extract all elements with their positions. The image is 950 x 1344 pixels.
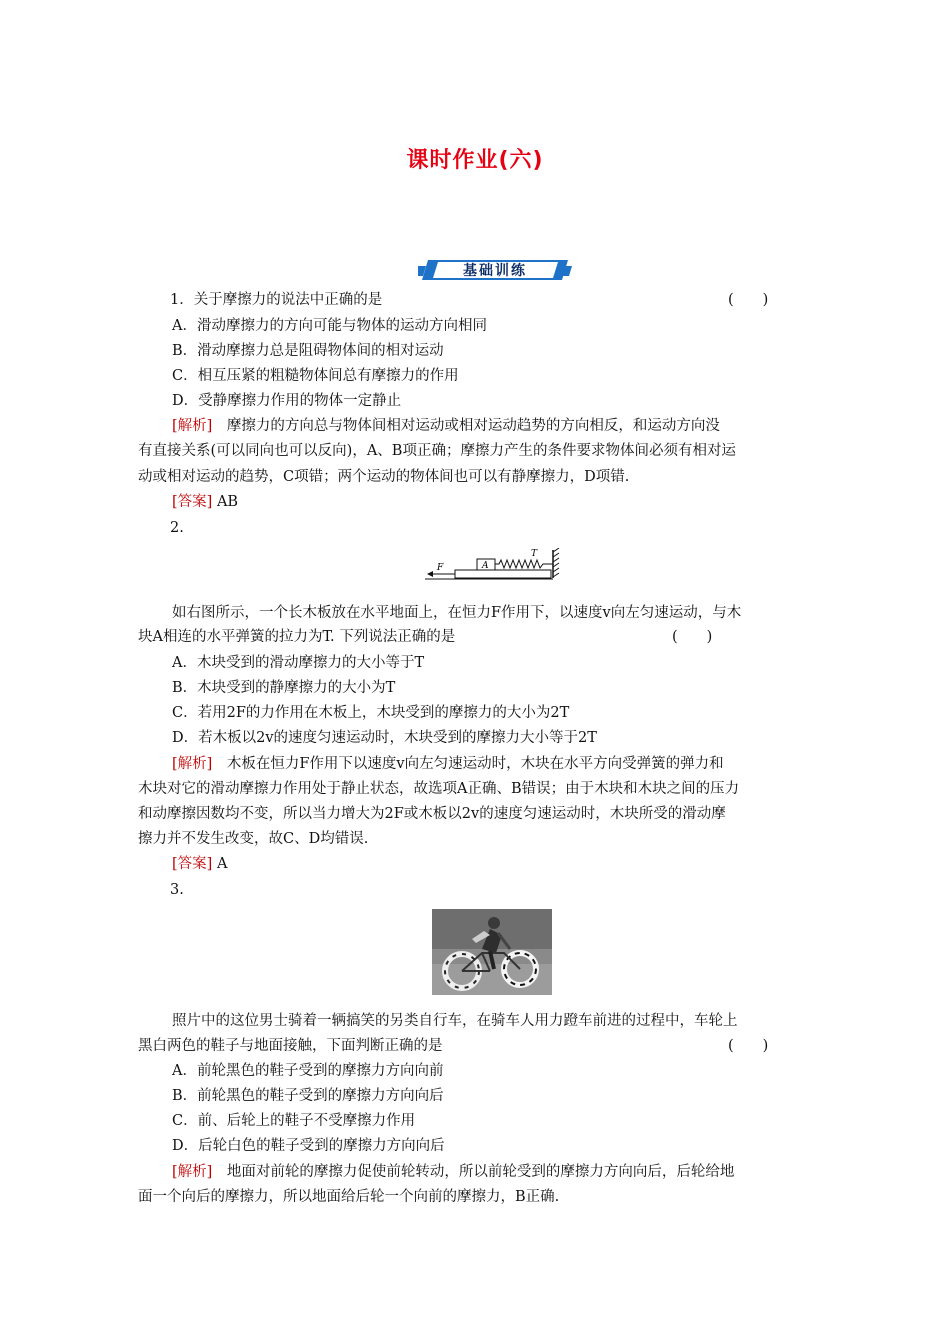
q1-analysis-line-2: 有直接关系(可以同向也可以反向)，A、B项正确；摩擦力产生的条件要求物体间必须有相对运 bbox=[138, 443, 736, 459]
q1-analysis-line-3: 动或相对运动的趋势，C项错；两个运动的物体间也可以有静摩擦力，D项错. bbox=[138, 469, 630, 485]
q1-option-c: C．相互压紧的粗糙物体间总有摩擦力的作用 bbox=[172, 368, 459, 384]
q2-answer-blank: ( ) bbox=[672, 629, 713, 645]
q1-stem: 1．关于摩擦力的说法中正确的是 bbox=[170, 292, 383, 308]
q3-analysis-line-1 bbox=[172, 1162, 734, 1182]
answer-value: AB bbox=[216, 494, 239, 510]
q2-option-c: C．若用2F的力作用在木板上，木块受到的摩擦力的大小为2T bbox=[172, 705, 570, 721]
answer-tag: [答案] bbox=[172, 856, 213, 872]
q3-answer-blank: ( ) bbox=[728, 1038, 769, 1054]
block-label: A bbox=[482, 561, 489, 571]
q3-stem-line-1: 照片中的这位男士骑着一辆搞笑的另类自行车，在骑车人用力蹬车前进的过程中，车轮上 bbox=[172, 1013, 738, 1029]
q2-option-d: D．若木板以2v的速度匀速运动时，木块受到的摩擦力大小等于2T bbox=[172, 730, 597, 746]
section-banner-label: 基础训练 bbox=[463, 263, 527, 279]
q3-number: 3. bbox=[170, 882, 184, 898]
analysis-tag: [解析] bbox=[172, 1164, 213, 1180]
analysis-text: 木板在恒力F作用下以速度v向左匀速运动时，木块在水平方向受弹簧的弹力和 bbox=[212, 756, 724, 772]
q2-analysis-line-1 bbox=[172, 754, 724, 774]
q3-option-a: A．前轮黑色的鞋子受到的摩擦力方向向前 bbox=[172, 1063, 444, 1079]
q1-option-a: A．滑动摩擦力的方向可能与物体的运动方向相同 bbox=[172, 318, 487, 334]
q1-answer bbox=[172, 492, 238, 512]
q1-option-d: D．受静摩擦力作用的物体一定静止 bbox=[172, 393, 402, 409]
analysis-tag: [解析] bbox=[172, 418, 213, 434]
force-label: F bbox=[437, 563, 444, 573]
answer-tag: [答案] bbox=[172, 494, 213, 510]
tension-label: T bbox=[531, 549, 538, 559]
q2-option-b: B．木块受到的静摩擦力的大小为T bbox=[172, 680, 396, 696]
q2-stem-line-1: 如右图所示，一个长木板放在水平地面上，在恒力F作用下，以速度v向左匀速运动，与木 bbox=[172, 605, 742, 621]
q3-option-d: D．后轮白色的鞋子受到的摩擦力方向向后 bbox=[172, 1138, 445, 1154]
analysis-tag: [解析] bbox=[172, 756, 213, 772]
q2-number: 2. bbox=[170, 520, 184, 536]
section-banner bbox=[418, 258, 572, 282]
q1-answer-blank: ( ) bbox=[728, 292, 769, 308]
q2-option-a: A．木块受到的滑动摩擦力的大小等于T bbox=[172, 655, 425, 671]
analysis-text: 摩擦力的方向总与物体间相对运动或相对运动趋势的方向相反，和运动方向没 bbox=[212, 418, 720, 434]
q1-option-b: B．滑动摩擦力总是阻碍物体间的相对运动 bbox=[172, 343, 444, 359]
q3-option-b: B．前轮黑色的鞋子受到的摩擦力方向向后 bbox=[172, 1088, 444, 1104]
q3-stem-line-2: 黑白两色的鞋子与地面接触，下面判断正确的是 bbox=[138, 1038, 443, 1054]
q2-stem-line-2: 块A相连的水平弹簧的拉力为T. 下列说法正确的是 bbox=[138, 629, 456, 645]
q2-analysis-line-3: 和动摩擦因数均不变，所以当力增大为2F或木板以2v的速度匀速运动时，木块所受的滑动摩 bbox=[138, 806, 726, 822]
q2-analysis-line-2: 木块对它的滑动摩擦力作用处于静止状态，故选项A正确、B错误；由于木块和木块之间的压力 bbox=[138, 781, 740, 797]
bicycle-photo bbox=[432, 909, 552, 995]
spring-block-figure bbox=[425, 548, 565, 582]
q3-analysis-line-2: 面一个向后的摩擦力，所以地面给后轮一个向前的摩擦力，B正确. bbox=[138, 1189, 560, 1205]
answer-value: A bbox=[216, 856, 228, 872]
analysis-text: 地面对前轮的摩擦力促使前轮转动，所以前轮受到的摩擦力方向向后，后轮给地 bbox=[212, 1164, 735, 1180]
q2-analysis-line-4: 擦力并不发生改变，故C、D均错误. bbox=[138, 831, 369, 847]
page-title: 课时作业(六) bbox=[406, 148, 544, 173]
q1-analysis-line-1 bbox=[172, 416, 720, 436]
q2-answer bbox=[172, 854, 227, 874]
q3-option-c: C．前、后轮上的鞋子不受摩擦力作用 bbox=[172, 1113, 416, 1129]
